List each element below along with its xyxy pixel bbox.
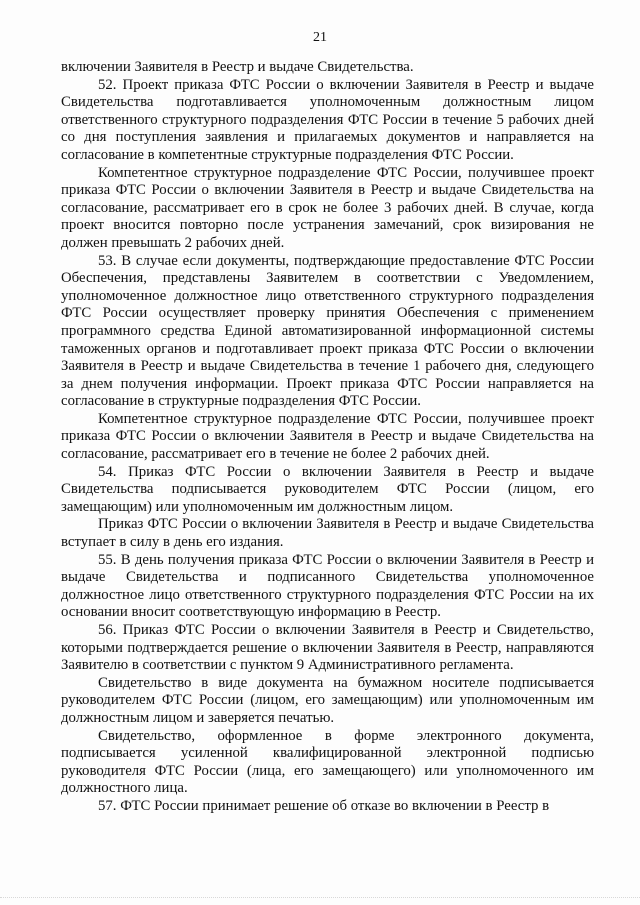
paragraph-item-54: 54. Приказ ФТС России о включении Заявителя в Реестр и выдаче Свидетельства подписывается руководителем ФТС России (лицом, его замещающим) или уполномоченным им должностным лицом. [61, 463, 594, 515]
scan-bottom-edge [0, 897, 640, 902]
paragraph-item-52: 52. Проект приказа ФТС России о включении Заявителя в Реестр и выдаче Свидетельства подготавливается уполномоченным должностным лицом ответственного структурного подразделения ФТС России в течение 5 рабочих дней со дня поступления заявления и прилагаемых документов и направляется на согласование в компетентные структурные подразделения ФТС России. [61, 76, 594, 163]
paragraph-item-56: 56. Приказ ФТС России о включении Заявителя в Реестр и Свидетельство, которыми подтверждается решение о включении Заявителя в Реестр, направляются Заявителю в соответствии с пунктом 9 Административного регламента. [61, 622, 594, 674]
paragraph-item-53: 53. В случае если документы, подтверждающие предоставление ФТС России Обеспечения, представлены Заявителем в соответствии с Уведомлением, уполномоченное должностное лицо ответственного структурного подразделения ФТС России осуществляет проверку принятия Обеспечения с применением программного средства Единой автоматизированной информационной системы таможенных органов и подготавливает проект приказа ФТС России о включении Заявителя в Реестр и выдаче Свидетельства в течение 1 рабочего дня, следующего за днем получения информации. Проект приказа ФТС России направляется на согласование в структурные подразделения ФТС России. [61, 252, 594, 410]
paragraph-item-56-electronic: Свидетельство, оформленное в форме электронного документа, подписывается усиленной квалифицированной электронной подписью руководителя ФТС России (лица, его замещающего) или уполномоченного им должностного лица. [61, 727, 594, 797]
paragraph-item-52-review: Компетентное структурное подразделение ФТС России, получившее проект приказа ФТС России о включении Заявителя в Реестр и выдаче Свидетельства на согласование, рассматривает его в срок не более 3 рабочих дней. В случае, когда проект вносится повторно после устранения замечаний, срок визирования не должен превышать 2 рабочих дней. [61, 164, 594, 251]
paragraph-item-56-paper: Свидетельство в виде документа на бумажном носителе подписывается руководителем ФТС России (лицом, его замещающим) или уполномоченным им должностным лицом и заверяется печатью. [61, 674, 594, 726]
paragraph-item-57: 57. ФТС России принимает решение об отказе во включении в Реестр в [98, 797, 550, 814]
paragraph-item-55: 55. В день получения приказа ФТС России о включении Заявителя в Реестр и выдаче Свидетельства и подписанного Свидетельства уполномоченное должностное лицо ответственного структурного подразделения ФТС России на их основании вносит соответствующую информацию в Реестр. [61, 551, 594, 621]
paragraph-item-53-review: Компетентное структурное подразделение ФТС России, получившее проект приказа ФТС России о включении Заявителя в Реестр и выдаче Свидетельства на согласование, рассматривает его в течение не более 2 рабочих дней. [61, 410, 594, 463]
document-body [61, 59, 594, 816]
paragraph-item-54-effect: Приказ ФТС России о включении Заявителя в Реестр и выдаче Свидетельства вступает в силу в день его издания. [61, 516, 594, 551]
paragraph-continuation: включении Заявителя в Реестр и выдаче Свидетельства. [61, 59, 414, 75]
page-number: 21 [313, 30, 327, 45]
